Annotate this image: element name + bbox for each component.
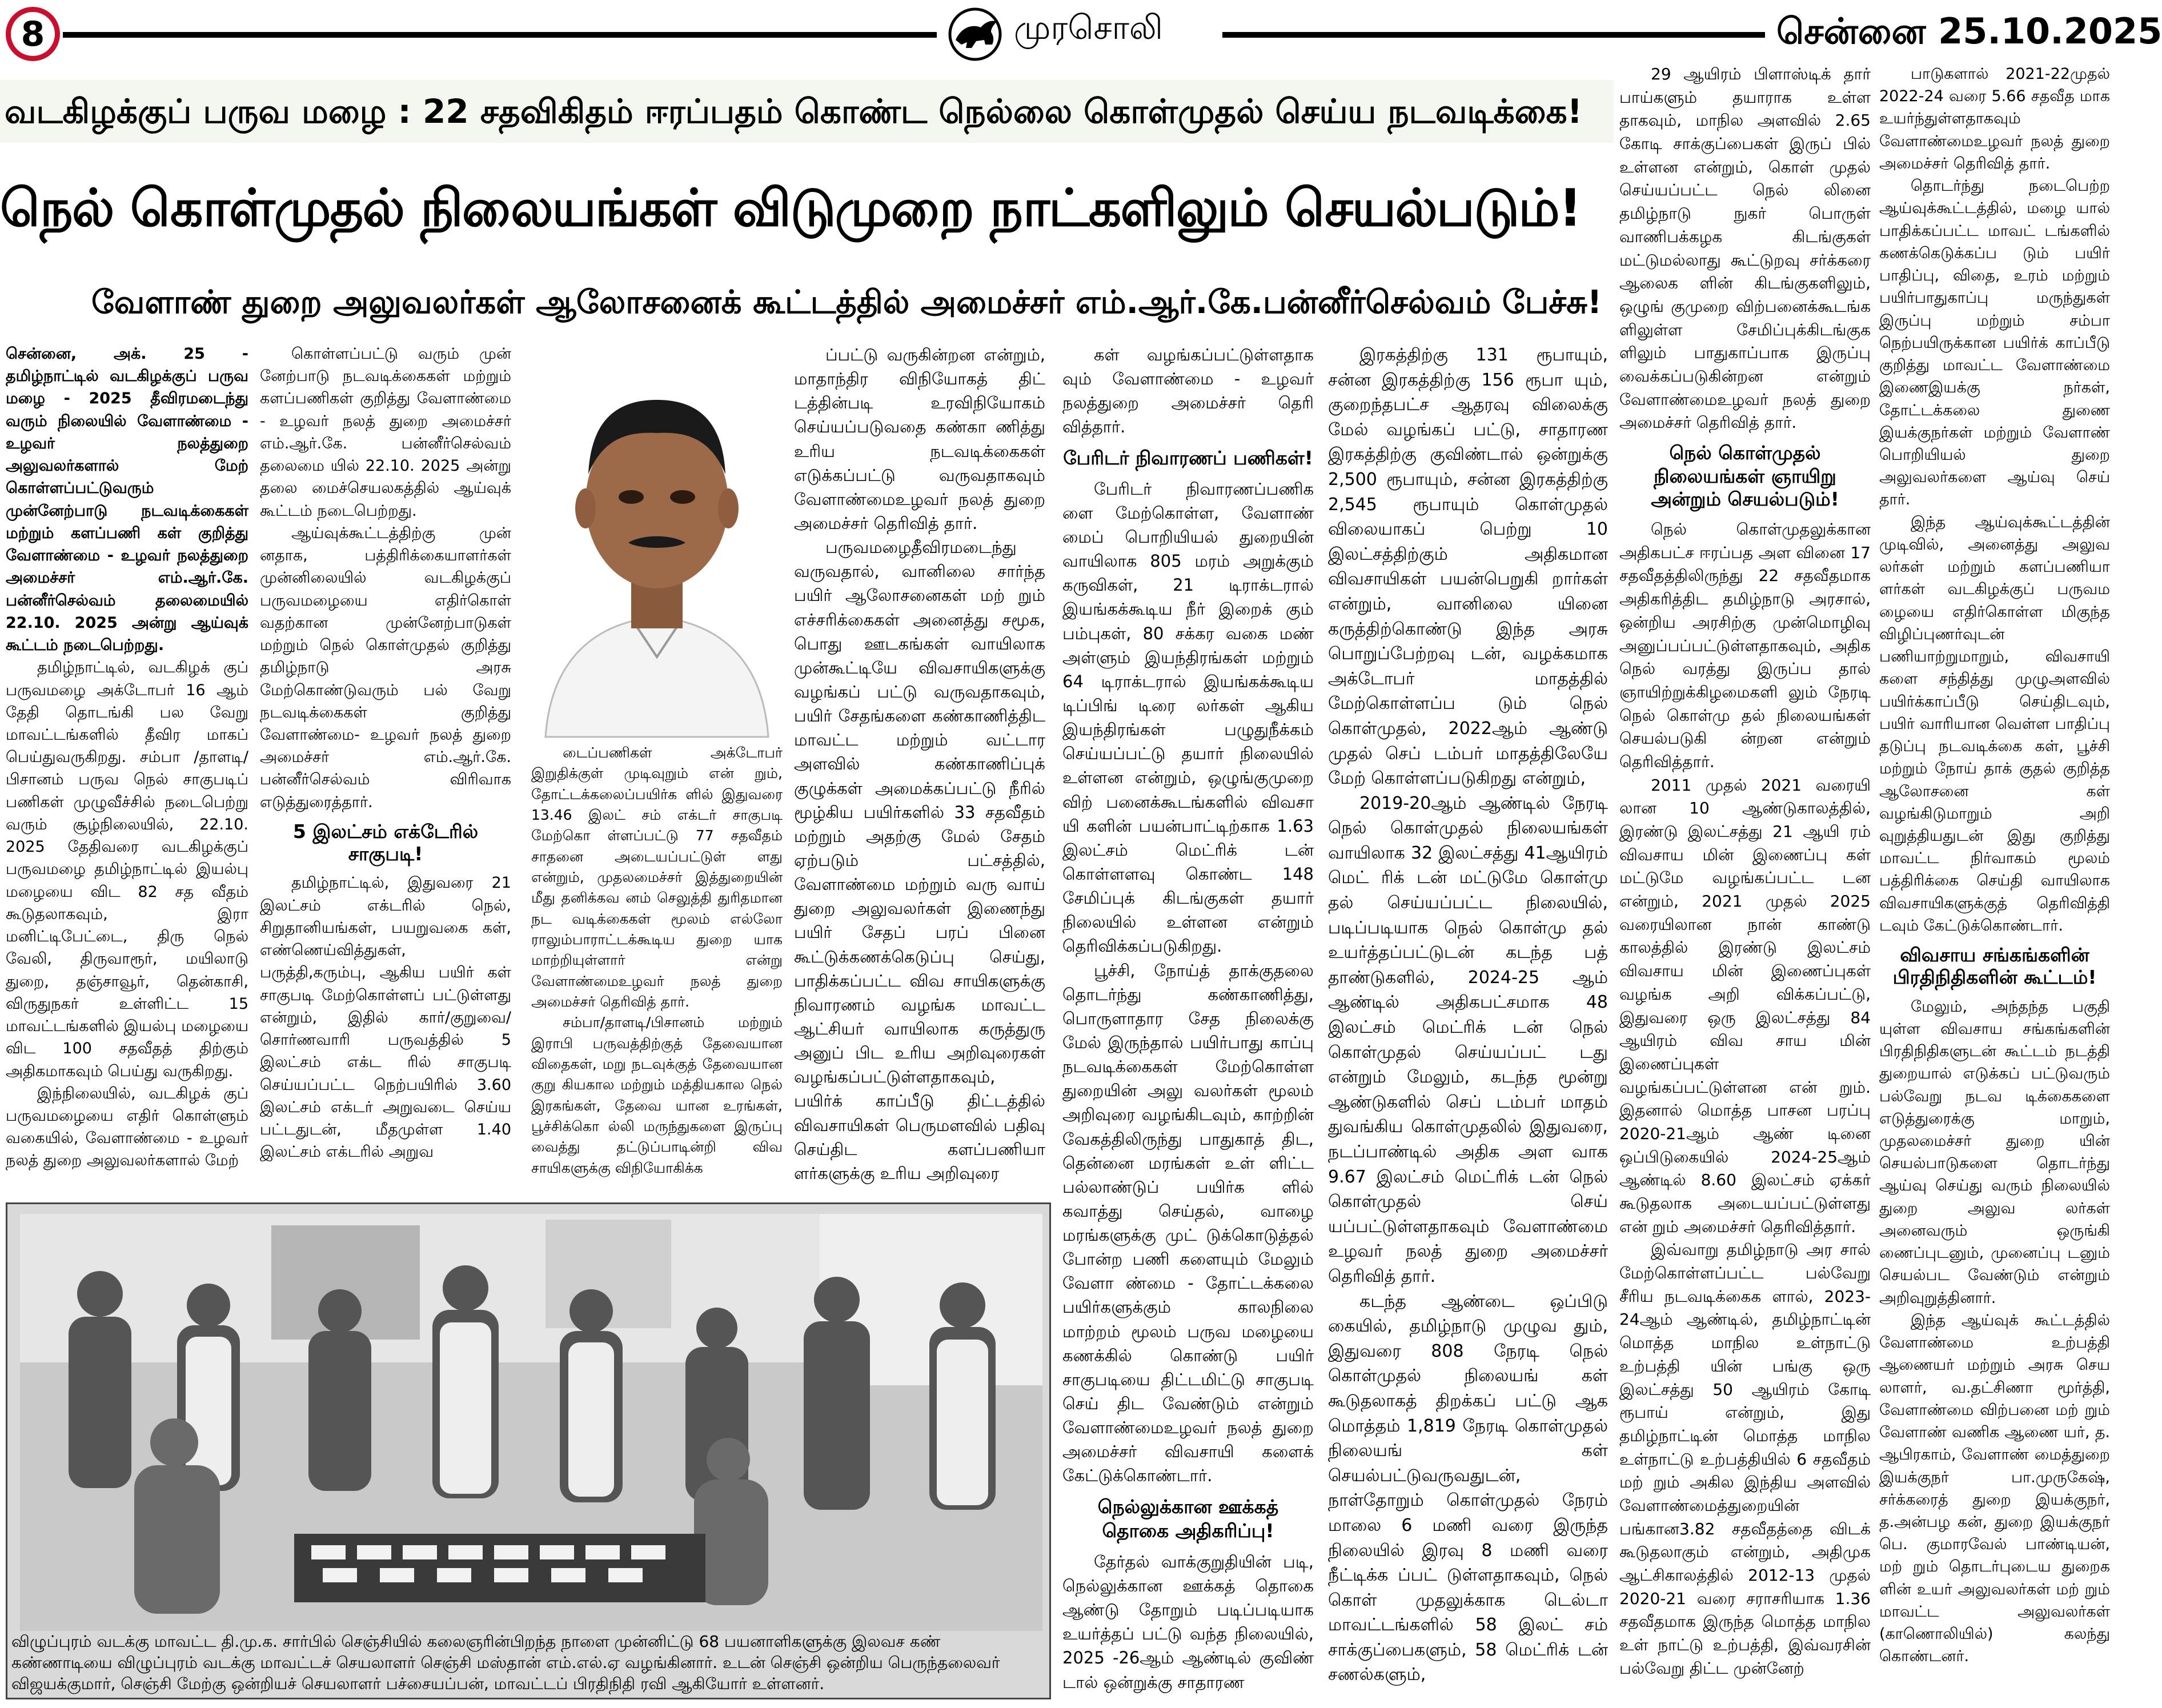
paragraph: இந்நிலையில், வடகிழக் குப் பருவமழையை எதிர் கொள்ளும் வகையில், வேளாண்மை - உழவர் நலத் துறை அலுவலர்களால் மேற் [6,1084,248,1170]
paragraph: கொள்ளப்பட்டு வரும் முன் னேற்பாடு நடவடிக்கைகள் மற்றும் களப்பணிகள் குறித்து வேளாண்மை - உழவர் நலத் துறை அமைச்சர் எம்.ஆர்.கே. பன்னீர்செல்வம் தலைமை யில் 22.10. 2025 அன்று தலை மைச்செயலகத்தில் ஆய்வுக் கூட்டம் நடைபெற்றது. [260,345,511,520]
paragraph: இந்த ஆய்வுக் கூட்டத்தில் வேளாண்மை உற்பத்தி ஆணையர் மற்றும் அரசு செய லாளர், வ.தட்சிணா மூர்த்தி, வேளாண்மை விற்பனை மற் றும் வேளாண் வணிக ஆணை யர், த. ஆபிரகாம், வேளாண் மைத்துறை இயக்குநர் பா.முருகேஷ், சர்க்கரைத் துறை இயக்குநர், த.அன்பழ கன், துறை இயக்குநர் பெ. குமாரவேல் பாண்டியன், மற் றும் தொடர்புடைய துறைக ளின் உயர் அலுவலர்கள் மற் றும் மாவட்ட அலுவலர்கள் (காணொலியில்) கலந்து கொண்டனர். [1879,1311,2110,1666]
subheading: 5 இலட்சம் எக்டேரில் சாகுபடி! [292,820,479,865]
paragraph: ப்பட்டு வருகின்றன என்றும், மாதாந்திர விநியோகத் திட் டத்தின்படி உரவிநியோகம் செய்யப்படுவதை கண்கா ணித்து உரிய நடவடிக்கைகள் எடுக்கப்பட்டு வருவதாகவும் வேளாண்மைஉழவர் நலத் துறை அமைச்சர் தெரிவித் தார். [794,345,1045,533]
paragraph: பூச்சி, நோய்த் தாக்குதலை தொடர்ந்து கண்காணித்து, பொருளாதார சேத நிலைக்கு மேல் இருந்தால் பயிர்பாது காப்பு நடவடிக்கைகள் மேற்கொள்ள துறையின் அலு வலர்கள் மூலம் அறிவுரை வழங்கிடவும், காற்றின் வேகத்திலிருந்து பாதுகாத் திட, தென்னை மரங்கள் உள் ளிட்ட பல்லாண்டுப் பயிர்க ளில் கவாத்து செய்தல், வாழை மரங்களுக்கு முட் டுக்கொடுத்தல் போன்ற பணி களையும் மேலும் வேளா ண்மை - தோட்டக்கலை பயிர்களுக்கும் காலநிலை மாற்றம் மூலம் பருவ மழையை கணக்கில் கொண்டு பயிர் சாகுபடியை திட்டமிட்டு சாகுபடி செய் திட வேண்டும் என்றும் வேளாண்மைஉழவர் நலத் துறை அமைச்சர் விவசாயி களைக் கேட்டுக்கொண்டார். [1062,960,1314,1486]
paragraph: 2019-20ஆம் ஆண்டில் நேரடி நெல் கொள்முதல் நிலையங்கள் வாயிலாக 32 இலட்சத்து 41ஆயிரம் மெட் ரிக் டன் மட்டுமே கொள்மு தல் செய்யப்பட்ட நிலையில், படிப்படியாக நெல் கொள்மு தல் உயர்த்தப்பட்டுடன் கடந்த பத் தாண்டுகளில், 2024-25 ஆம் ஆண்டில் அதிகபட்சமாக 48 இலட்சம் மெட்ரிக் டன் நெல் கொள்முதல் செய்யப்பட் டது என்றும் மேலும், கடந்த மூன்று ஆண்டுகளில் செப் டம்பர் மாதம் துவங்கிய கொள்முதலில் இதுவரை, நடப்பாண்டில் அதிக அள வாக 9.67 இலட்சம் மெட்ரிக் டன் நெல் கொள்முதல் செய் யப்பட்டுள்ளதாகவும் வேளாண்மை உழவர் நலத் துறை அமைச்சர் தெரிவித் தார். [1328,793,1608,1286]
article-column-2 [260,343,511,1188]
paragraph: இவ்வாறு தமிழ்நாடு அர சால் மேற்கொள்ளப்பட்ட பல்வேறு சீரிய நடவடிக்கைக ளால், 2023-24ஆம் ஆண்டில், தமிழ்நாட்டின் மொத்த மாநில உள்நாட்டு உற்பத்தி யின் பங்கு ஒரு இலட்சத்து 50 ஆயிரம் கோடி ரூபாய் என்றும், இது தமிழ்நாட்டின் மொத்த மாநில உள்நாட்டு உற்பத்தியில் 6 சதவீதம் மற் றும் அகில இந்திய அளவில் வேளாண்மைத்துறையின் பங்கான3.82 சதவீதத்தை விடக் கூடுதலாகும் என்றும், அதிமுக ஆட்சிகாலத்தில் 2012-13 முதல் 2020-21 வரை சராசரியாக 1.36 சதவீதமாக இருந்த மொத்த மாநில உள் நாட்டு உற்பத்தி, இவ்வரசின் பல்வேறு திட்ட முன்னேற் [1619,1240,1871,1678]
minister-portrait [534,337,780,737]
subheading: விவசாய சங்கங்களின் பிரதிநிதிகளின் கூட்டம்! [1892,944,2097,989]
paper-name: முரசொலி [1014,8,1163,47]
paragraph: பேரிடர் நிவாரணப்பணிக ளை மேற்கொள்ள, வேளாண் மைப் பொறியியல் துறையின் வாயிலாக 805 மரம் அறுக்கும் கருவிகள், 21 டிராக்டரால் இயங்கக்கூடிய நீர் இறைக் கும் பம்புகள், 80 சக்கர வகை மண் அள்ளும் இயந்திரங்கள் மற்றும் 64 டிராக்டரால் இயங்கக்கூடிய டிப்பிங் டிரை லர்கள் ஆகிய இயந்திரங்கள் பழுதுநீக்கம் செய்யப்பட்டு தயார் நிலையில் உள்ளன என்றும், ஒழுங்குமுறை விற் பனைக்கூடங்களில் விவசா யி களின் பயன்பாட்டிற்காக 1.63 இலட்சம் மெட்ரிக் டன் கொள்ளளவு கொண்ட 148 சேமிப்புக் கிடங்குகள் தயார் நிலையில் உள்ளன என்றும் தெரிவிக்கப்படுகிறது. [1062,479,1314,956]
header-rule-right [1222,32,1765,38]
subheading: பேரிடர் நிவாரணப் பணிகள்! [1063,446,1313,469]
subheading: நெல் கொள்முதல் நிலையங்கள் ஞாயிறு அன்றும் செயல்படும்! [1651,442,1839,511]
paragraph: மேலும், அந்தந்த பகுதி யுள்ள விவசாய சங்கங்களின் பிரதிநிதிகளுடன் கூட்டம் நடத்தி துறையால் எடுக்கப் பட்டுவரும் பல்வேறு நடவ டிக்கைகளை எடுத்துரைக்கு மாறும், முதலமைச்சர் துறை யின் செயல்பாடுகளை தொடர்ந்து ஆய்வு செய்து வரும் நிலையில் துறை அலுவ லர்கள் அனைவரும் ஒருங்கி ணைப்புடனும், முனைப்பு டனும் செயல்பட வேண்டும் என்றும் அறிவுறுத்தினார். [1879,997,2110,1307]
paragraph: சம்பா/தாளடி/பிசானம் மற்றும் இராபி பருவத்திற்குத் தேவையான விதைகள், மறு நடவுக்குத் தேவையான குறு கியகால மற்றும் மத்தியகால நெல் இரகங்கள், தேவை யான உரங்கள், பூச்சிக்கொ ல்லி மருந்துகளை இருப்பு வைத்து தட்டுப்பாடின்றி விவ சாயிகளுக்கு விநியோகிக்க [531,1014,783,1176]
article-column-6 [1328,343,1608,1702]
paragraph: தொடர்ந்து நடைபெற்ற ஆய்வுக்கூட்டத்தில், மழை யால் பாதிக்கப்பட்ட மாவட் டங்களில் கணக்கெடுக்கப்ப டும் பயிர் பாதிப்பு, விதை, உரம் மற்றும் பயிர்பாதுகாப்பு மருந்துகள் இருப்பு மற்றும் சம்பா நெற்பயிருக்கான பயிர்க் காப்பீடு குறித்து மாவட்ட வேளாண்மை இணைஇயக்கு நர்கள், தோட்டக்கலை துணை இயக்குநர்கள் மற்றும் வேளாண் பொறியியல் துறை அலுவலர்களை ஆய்வு செய் தார். [1879,177,2110,509]
paragraph: தமிழ்நாட்டில், வடகிழக் குப் பருவமழை அக்டோபர் 16 ஆம் தேதி தொடங்கி பல வேறு மாவட்டங்களில் தீவிர மாகப் பெய்துவருகிறது. சம்பா /தாளடி/பிசானம் பருவ நெல் சாகுபடிப் பணிகள் முழுவீச்சில் நடைபெற்று வரும் சூழ்நிலையில், 22.10. 2025 தேதிவரை வடகிழக்குப் பருவமழை தமிழ்நாட்டில் இயல்பு மழையை விட 82 சத வீதம் கூடுதலாகவும், இரா மனிட்டிபேட்டை, திரு நெல் வேலி, திருவாரூர், மயிலாடு துறை, தஞ்சாவூர், தென்காசி, விருதுநகர் உள்ளிட்ட 15 மாவட்டங்களில் இயல்பு மழையை விட 100 சதவீதத் திற்கும் அதிகமாகவும் பெய்து வருகிறது. [6,659,248,1080]
deck-headline: வேளாண் துறை அலுவலர்கள் ஆலோசனைக் கூட்டத்தில் அமைச்சர் எம்.ஆர்.கே.பன்னீர்செல்வம் பேச்சு! [91,284,1602,321]
paragraph: கள் வழங்கப்பட்டுள்ளதாக வும் வேளாண்மை - உழவர் நலத்துறை அமைச்சர் தெரி வித்தார். [1062,345,1314,437]
paragraph: இந்த ஆய்வுக்கூட்டத்தின் முடிவில், அனைத்து அலுவ லர்கள் மற்றும் களப்பணியா ளர்கள் வடகிழக்குப் பருவம ழையை எதிர்கொள்ள மிகுந்த விழிப்புணர்வுடன் பணியாற்றுமாறும், விவசாயி களை சந்தித்து முழுஅளவில் பயிர்க்காப்பீடு செய்திடவும், பயிர் வாரியான வெள்ள பாதிப்பு தடுப்பு நடவடிக்கை கள், பூச்சி மற்றும் நோய் தாக் குதல் குறித்த ஆலோசனை கள் வழங்கிடுமாறும் அறி வுறுத்தியதுடன் இது குறித்து மாவட்ட நிர்வாகம் மூலம் பத்திரிக்கை செய்தி வாயிலாக விவசாயிகளுக்குத் தெரிவித்தி டவும் கேட்டுக்கொண்டார். [1879,513,2110,935]
article-column-8 [1879,63,2110,1702]
main-headline: நெல் கொள்முதல் நிலையங்கள் விடுமுறை நாட்களிலும் செயல்படும்! [0,178,1581,238]
paragraph: நெல் கொள்முதலுக்கான அதிகபட்ச ஈரப்பத அள வினை 17 சதவீதத்திலிருந்து 22 சதவீதமாக அதிகரித்திட தமிழ்நாடு அரசால், ஒன்றிய அரசிற்கு முன்மொழிவு அனுப்பப்பட்டுள்ளதாகவும், அதிக நெல் வரத்து இருப்ப தால் ஞாயிற்றுக்கிழமைகளி லும் நேரடி நெல் கொள்மு தல் நிலையங்கள் செயல்படுகி ன்றன என்றும் தெரிவித்தார். [1619,520,1871,771]
article-column-1 [6,343,248,1188]
paragraph: ஆய்வுக்கூட்டத்திற்கு முன் னதாக, பத்திரிக்கையாளர்கள் முன்னிலையில் வடகிழக்குப் பருவமழையை எதிர்கொள் வதற்கான முன்னேற்பாடுகள் மற்றும் நெல் கொள்முதல் குறித்து தமிழ்நாடு அரசு மேற்கொண்டுவரும் பல் வேறு நடவடிக்கைகள் குறித்து வேளாண்மை- உழவர் நலத் துறை அமைச்சர் எம்.ஆர்.கே. பன்னீர்செல்வம் விரிவாக எடுத்துரைத்தார். [260,524,511,811]
paragraph: 29 ஆயிரம் பிளாஸ்டிக் தார் பாய்களும் தயாராக உள்ள தாகவும், மாநில அளவில் 2.65 கோடி சாக்குப்பைகள் இருப் பில் உள்ளன என்றும், கொள் முதல் செய்யப்பட்ட நெல் லினை தமிழ்நாடு நுகர் பொருள் வாணிபக்கழக கிடங்குகள் மட்டுமல்லாது கூட்டுறவு சர்க்கரை ஆலைக ளின் கிடங்குகளிலும், ஒழுங் குமுறை விற்பனைக்கூடங்க ளிலுள்ள சேமிப்புக்கிடங்குக ளிலும் பாதுகாப்பாக இருப்பு வைக்கப்படுகின்றன என்றும் வேளாண்மைஉழவர் நலத் துறை அமைச்சர் தெரிவித் தார். [1619,65,1871,432]
bull-logo-icon [945,7,1005,61]
article-column-3 [531,743,783,1188]
paragraph: டைப்பணிகள் அக்டோபர் இறுதிக்குள் முடிவுறும் என் றும், தோட்டக்கலைப்பயிர்க ளில் இதுவரை 13.46 இலட் சம் எக்டர் சாகுபடி மேற்கொ ள்ளப்பட்டு 77 சதவீதம் சாதனை அடையப்பட்டுள் ளது என்றும், முதலமைச்சர் இத்துறையின் மீது தனிக்கவ னம் செலுத்தி துரிதமான நட வடிக்கைகள் மூலம் எல்லோ ராலும்பாராட்டக்கூடிய துறை யாக மாற்றியுள்ளார் என்று வேளாண்மைஉழவர் நலத் துறை அமைச்சர் தெரிவித் தார். [531,744,783,1010]
article-intro: சென்னை, அக். 25 - தமிழ்நாட்டில் வடகிழக்குப் பருவ மழை - 2025 தீவிரமடைந்து வரும் நிலையில் வேளாண்மை - உழவர் நலத்துறை அலுவலர்களால் மேற் கொள்ளப்பட்டுவரும் முன்னேற்பாடு நடவடிக்கைகள் மற்றும் களப்பணி கள் குறித்து வேளாண்மை - உழவர் நலத்துறை அமைச்சர் எம்.ஆர்.கே. பன்னீர்செல்வம் தலைமையில் 22.10. 2025 அன்று ஆய்வுக் கூட்டம் நடைபெற்றது. [6,345,248,655]
photo-caption: விழுப்புரம் வடக்கு மாவட்ட தி.மு.க. சார்பில் செஞ்சியில் கலைஞரின்பிறந்த நாளை முன்னிட்டு 68 பயனாளிகளுக்கு இலவச கண் கண்ணாடியை விழுப்புரம் வடக்கு மாவட்டச் செயலாளர் செஞ்சி மஸ்தான் எம்.எல்.ஏ வழங்கினார். உடன் செஞ்சி ஒன்றிய பெருந்தலைவர் விஜயக்குமார், செஞ்சி மேற்கு ஒன்றியச் செயலாளர் பச்சையப்பன், மாவட்டப் பிரதிநிதி ரவி ஆகியோர் உள்ளனர். [11,1632,1000,1693]
subheading: நெல்லுக்கான ஊக்கத் தொகை அதிகரிப்பு! [1097,1495,1279,1542]
article-column-7 [1619,63,1871,1702]
paragraph: தேர்தல் வாக்குறுதியின் படி, நெல்லுக்கான ஊக்கத் தொகை ஆண்டு தோறும் படிப்படியாக உயர்த்தப் பட்டு வந்த நிலையில், 2025 -26ஆம் ஆண்டில் குவிண் டால் ஒன்றுக்கு சாதாரண [1062,1551,1314,1692]
paragraph: 2011 முதல் 2021 வரையி லான 10 ஆண்டுகாலத்தில், இரண்டு இலட்சத்து 21 ஆயி ரம் விவசாய மின் இணைப்பு கள் மட்டுமே வழங்கப்பட்ட டன என்றும், 2021 முதல் 2025 வரையிலான நான் காண்டு காலத்தில் இரண்டு இலட்சம் விவசாய மின் இணைப்புகள் வழங்க அறி விக்கப்பட்டு, இதுவரை ஒரு இலட்சத்து 84 ஆயிரம் விவ சாய மின் இணைப்புகள் வழங்கப்பட்டுள்ளன என் றும். இதனால் மொத்த பாசன பரப்பு 2020-21ஆம் ஆண் டினை ஒப்பிடுகையில் 2024-25ஆம் ஆண்டில் 8.60 இலட்சம் ஏக்கர் கூடுதலாக அடையப்பட்டுள்ளது என் றும் அமைச்சர் தெரிவித்தார். [1619,775,1871,1236]
article-column-5 [1062,343,1314,1702]
paragraph: தமிழ்நாட்டில், இதுவரை 21 இலட்சம் எக்டரில் நெல், சிறுதானியங்கள், பயறுவகை கள், எண்ணெய்வித்துகள், பருத்தி,கரும்பு, ஆகிய பயிர் கள் சாகுபடி மேற்கொள்ளப் பட்டுள்ளது என்றும், இதில் கார்/குறுவை/சொர்ணவாரி பருவத்தில் 5 இலட்சம் எக்ட ரில் சாகுபடி செய்யப்பட்ட நெற்பயிரில் 3.60 இலட்சம் எக்டர் அறுவடை செய்ய பட்டதுடன், மீதமுள்ள 1.40 இலட்சம் எக்டரில் அறுவ [260,874,511,1161]
article-column-4 [794,343,1045,1188]
event-photo [20,1214,1042,1631]
edition-date: சென்னை 25.10.2025 [1776,10,2162,52]
paragraph: பருவமழைதீவிரமடைந்து வருவதால், வானிலை சார்ந்த பயிர் ஆலோசனைகள் மற் றும் எச்சரிக்கைகள் அனைத்து சமூக, பொது ஊடகங்கள் வாயிலாக முன்கூட்டியே விவசாயிகளுக்கு வழங்கப் பட்டு வருவதாகவும், பயிர் சேதங்களை கண்காணித்திட மாவட்ட மற்றும் வட்டார அளவில் கண்காணிப்புக் குழுக்கள் அமைக்கப்பட்டு நீரில் மூழ்கிய பயிர்களில் 33 சதவீதம் மற்றும் அதற்கு மேல் சேதம் ஏற்படும் பட்சத்தில், வேளாண்மை மற்றும் வரு வாய் துறை அலுவலர்கள் இணைந்து பயிர் சேதப் பரப் பினை கூட்டுக்கணக்கெடுப்பு செய்து, பாதிக்கப்பட்ட விவ சாயிகளுக்கு நிவாரணம் வழங்க மாவட்ட ஆட்சியர் வாயிலாக கருத்துரு அனுப் பிட உரிய அறிவுரைகள் வழங்கப்பட்டுள்ளதாகவும், பயிர்க் காப்பீடு திட்டத்தில் விவசாயிகள் பெருமளவில் பதிவு செய்திட களப்பணியா ளர்களுக்கு உரிய அறிவுரை [794,538,1045,1183]
kicker-headline: வடகிழக்குப் பருவ மழை : 22 சதவிகிதம் ஈரப்பதம் கொண்ட நெல்லை கொள்முதல் செய்ய நடவடிக்கை! [0,80,1614,143]
paragraph: இரகத்திற்கு 131 ரூபாயும், சன்ன இரகத்திற்கு 156 ரூபா யும், குறைந்தபட்ச ஆதரவு விலைக்கு மேல் வழங்கப் பட்டு, சாதாரண இரகத்திற்கு குவிண்டால் ஒன்றுக்கு 2,500 ரூபாயும், சன்ன இரகத்திற்கு 2,545 ரூபாயும் கொள்முதல் விலையாகப் பெற்று 10 இலட்சத்திற்கும் அதிகமான விவசாயிகள் பயன்பெறுகி றார்கள் என்றும், வானிலை யினை கருத்திற்கொண்டு இந்த அரசு பொறுப்பேற்றவு டன், வழக்கமாக அக்டோபர் மாதத்தில் மேற்கொள்ளப்ப டும் நெல் கொள்முதல், 2022ஆம் ஆண்டு முதல் செப் டம்பர் மாதத்திலேயே மேற் கொள்ளப்படுகிறது என்றும், [1328,345,1608,789]
paragraph: பாடுகளால் 2021-22முதல் 2022-24 வரை 5.66 சதவீத மாக உயர்ந்துள்ளதாகவும் வேளாண்மைஉழவர் நலத் துறை அமைச்சர் தெரிவித் தார். [1879,65,2110,173]
paragraph: கடந்த ஆண்டை ஒப்பிடு கையில், தமிழ்நாடு முழுவ தும், இதுவரை 808 நேரடி நெல் கொள்முதல் நிலையங் கள் கூடுதலாகத் திறக்கப் பட்டு ஆக மொத்தம் 1,819 நேரடி கொள்முதல் நிலையங் கள் செயல்பட்டுவருவதுடன், நாள்தோறும் கொள்முதல் நேரம் மாலை 6 மணி வரை இருந்த நிலையில் இரவு 8 மணி வரை நீட்டிக்க ப்பட் டுள்ளதாகவும், நெல் கொள் முதலுக்காக டெல்டா மாவட்டங்களில் 58 இலட் சம் சாக்குப்பைகளும், 58 மெட்ரிக் டன் சணல்களும், [1328,1291,1608,1685]
header-rule-left [63,32,937,38]
page-number: 8 [6,7,60,61]
